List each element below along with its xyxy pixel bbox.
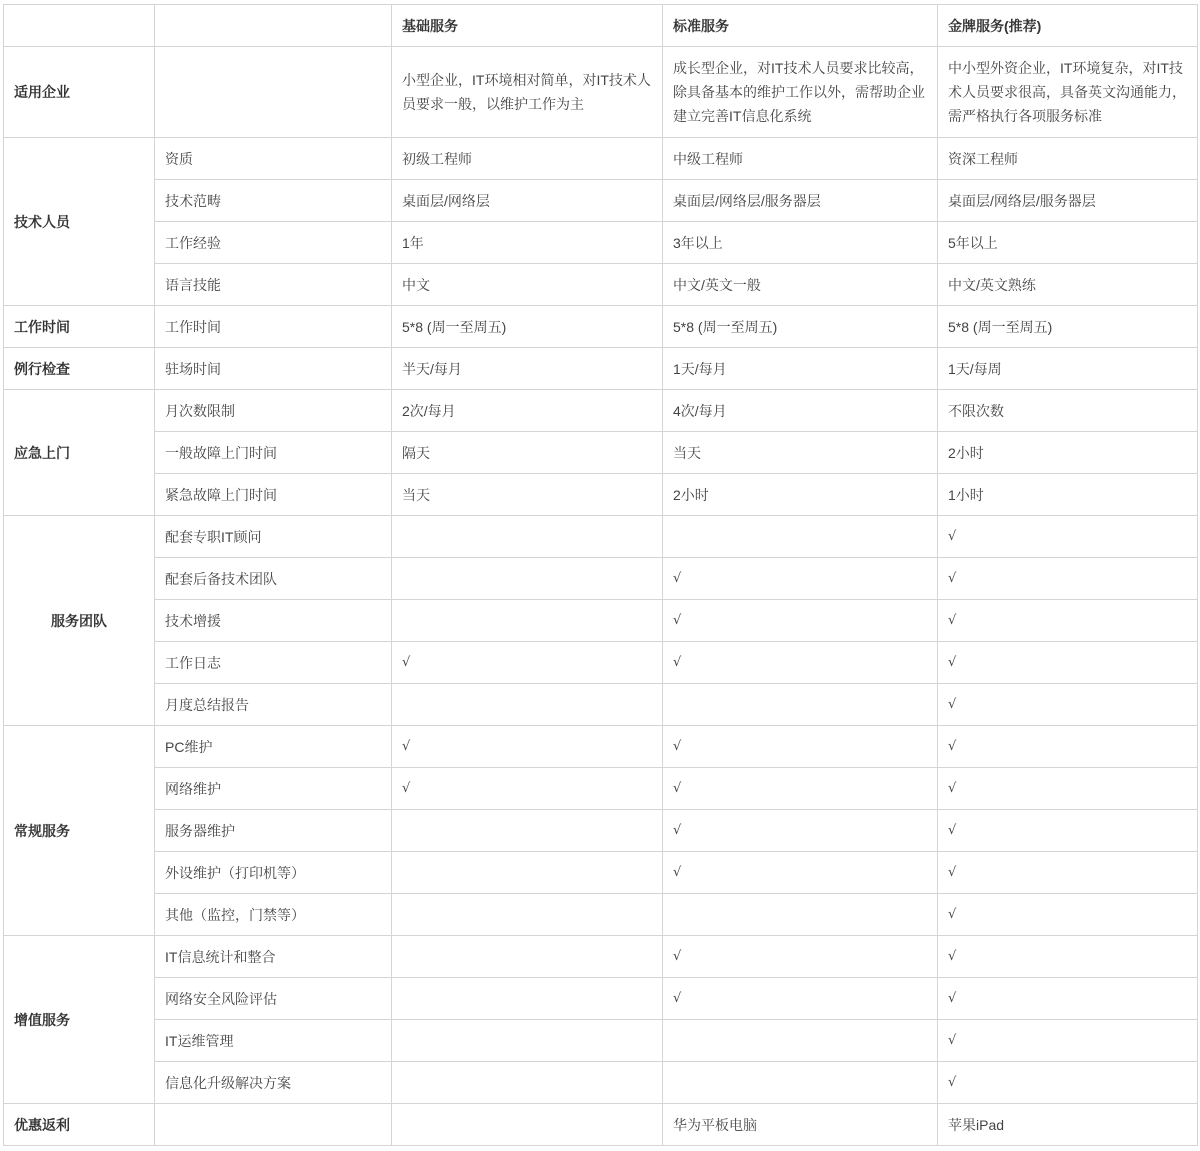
gold-cell: 5年以上 [938, 222, 1198, 264]
item-cell: IT运维管理 [155, 1020, 392, 1062]
standard-cell [663, 684, 938, 726]
item-cell: 工作时间 [155, 306, 392, 348]
item-cell: 月次数限制 [155, 390, 392, 432]
item-cell: 网络安全风险评估 [155, 978, 392, 1020]
standard-cell: 成长型企业，对IT技术人员要求比较高，除具备基本的维护工作以外，需帮助企业建立完善IT信息化系统 [663, 47, 938, 138]
standard-cell: 3年以上 [663, 222, 938, 264]
item-cell: 一般故障上门时间 [155, 432, 392, 474]
item-cell: 月度总结报告 [155, 684, 392, 726]
basic-cell [392, 936, 663, 978]
header-cell-basic: 基础服务 [392, 5, 663, 47]
item-cell: 服务器维护 [155, 810, 392, 852]
gold-cell: √ [938, 936, 1198, 978]
item-cell: 紧急故障上门时间 [155, 474, 392, 516]
item-cell: 网络维护 [155, 768, 392, 810]
standard-cell: √ [663, 978, 938, 1020]
category-cell: 例行检查 [4, 348, 155, 390]
standard-cell: 华为平板电脑 [663, 1104, 938, 1146]
standard-cell: 中文/英文一般 [663, 264, 938, 306]
header-row [4, 5, 1198, 47]
basic-cell: √ [392, 726, 663, 768]
gold-cell: √ [938, 600, 1198, 642]
category-cell: 服务团队 [4, 516, 155, 726]
item-cell: 配套后备技术团队 [155, 558, 392, 600]
standard-cell: 4次/每月 [663, 390, 938, 432]
category-cell: 应急上门 [4, 390, 155, 516]
item-cell: 技术范畴 [155, 180, 392, 222]
gold-cell: √ [938, 978, 1198, 1020]
basic-cell [392, 558, 663, 600]
gold-cell: 1天/每周 [938, 348, 1198, 390]
standard-cell [663, 894, 938, 936]
table-row [4, 936, 1198, 978]
table-row [4, 978, 1198, 1020]
basic-cell [392, 1062, 663, 1104]
category-cell: 工作时间 [4, 306, 155, 348]
gold-cell: √ [938, 1062, 1198, 1104]
table-row [4, 810, 1198, 852]
service-comparison-table [3, 4, 1198, 1146]
header-cell-item [155, 5, 392, 47]
basic-cell: √ [392, 768, 663, 810]
standard-cell: 2小时 [663, 474, 938, 516]
standard-cell: 当天 [663, 432, 938, 474]
gold-cell: 桌面层/网络层/服务器层 [938, 180, 1198, 222]
table-row [4, 474, 1198, 516]
standard-cell: 1天/每月 [663, 348, 938, 390]
item-cell: 工作经验 [155, 222, 392, 264]
gold-cell: 不限次数 [938, 390, 1198, 432]
gold-cell: √ [938, 768, 1198, 810]
gold-cell: 5*8 (周一至周五) [938, 306, 1198, 348]
standard-cell [663, 1020, 938, 1062]
basic-cell: 5*8 (周一至周五) [392, 306, 663, 348]
item-cell: PC维护 [155, 726, 392, 768]
standard-cell: √ [663, 768, 938, 810]
table-row [4, 432, 1198, 474]
gold-cell: √ [938, 684, 1198, 726]
item-cell [155, 47, 392, 138]
basic-cell: √ [392, 642, 663, 684]
standard-cell: √ [663, 810, 938, 852]
item-cell: 语言技能 [155, 264, 392, 306]
table-row [4, 138, 1198, 180]
basic-cell [392, 600, 663, 642]
table-row [4, 1062, 1198, 1104]
gold-cell: 2小时 [938, 432, 1198, 474]
basic-cell: 桌面层/网络层 [392, 180, 663, 222]
standard-cell: √ [663, 600, 938, 642]
item-cell: 配套专职IT顾问 [155, 516, 392, 558]
gold-cell: √ [938, 558, 1198, 600]
item-cell: 外设维护（打印机等） [155, 852, 392, 894]
table-row [4, 1104, 1198, 1146]
basic-cell [392, 852, 663, 894]
basic-cell: 当天 [392, 474, 663, 516]
gold-cell: √ [938, 726, 1198, 768]
basic-cell: 2次/每月 [392, 390, 663, 432]
basic-cell [392, 684, 663, 726]
basic-cell [392, 810, 663, 852]
item-cell: 资质 [155, 138, 392, 180]
gold-cell: 苹果iPad [938, 1104, 1198, 1146]
table-row [4, 348, 1198, 390]
item-cell: 工作日志 [155, 642, 392, 684]
basic-cell [392, 978, 663, 1020]
item-cell [155, 1104, 392, 1146]
table-row [4, 222, 1198, 264]
gold-cell: √ [938, 516, 1198, 558]
item-cell: 驻场时间 [155, 348, 392, 390]
table-row [4, 852, 1198, 894]
header-cell-gold: 金牌服务(推荐) [938, 5, 1198, 47]
item-cell: 其他（监控，门禁等） [155, 894, 392, 936]
table-row [4, 684, 1198, 726]
table-row [4, 516, 1198, 558]
standard-cell: √ [663, 642, 938, 684]
basic-cell: 中文 [392, 264, 663, 306]
gold-cell: √ [938, 894, 1198, 936]
category-cell: 常规服务 [4, 726, 155, 936]
table-row [4, 894, 1198, 936]
gold-cell: 1小时 [938, 474, 1198, 516]
table-row [4, 600, 1198, 642]
basic-cell: 小型企业，IT环境相对简单，对IT技术人员要求一般，以维护工作为主 [392, 47, 663, 138]
basic-cell: 初级工程师 [392, 138, 663, 180]
gold-cell: √ [938, 1020, 1198, 1062]
basic-cell [392, 1020, 663, 1062]
category-cell: 增值服务 [4, 936, 155, 1104]
gold-cell: 中文/英文熟练 [938, 264, 1198, 306]
table-row [4, 47, 1198, 138]
category-cell: 优惠返利 [4, 1104, 155, 1146]
gold-cell: √ [938, 852, 1198, 894]
standard-cell: 桌面层/网络层/服务器层 [663, 180, 938, 222]
standard-cell: √ [663, 852, 938, 894]
basic-cell: 半天/每月 [392, 348, 663, 390]
standard-cell: √ [663, 558, 938, 600]
basic-cell [392, 1104, 663, 1146]
basic-cell [392, 894, 663, 936]
gold-cell: 资深工程师 [938, 138, 1198, 180]
gold-cell: 中小型外资企业，IT环境复杂，对IT技术人员要求很高，具备英文沟通能力，需严格执行各项服务标准 [938, 47, 1198, 138]
category-cell: 适用企业 [4, 47, 155, 138]
basic-cell: 隔天 [392, 432, 663, 474]
standard-cell [663, 516, 938, 558]
category-cell: 技术人员 [4, 138, 155, 306]
header-cell-standard: 标准服务 [663, 5, 938, 47]
table-row [4, 642, 1198, 684]
standard-cell: √ [663, 726, 938, 768]
table-row [4, 180, 1198, 222]
table-row [4, 1020, 1198, 1062]
gold-cell: √ [938, 810, 1198, 852]
table-row [4, 390, 1198, 432]
header-cell-category [4, 5, 155, 47]
table-row [4, 558, 1198, 600]
table-row [4, 768, 1198, 810]
standard-cell: 5*8 (周一至周五) [663, 306, 938, 348]
basic-cell: 1年 [392, 222, 663, 264]
item-cell: 技术增援 [155, 600, 392, 642]
basic-cell [392, 516, 663, 558]
standard-cell: 中级工程师 [663, 138, 938, 180]
gold-cell: √ [938, 642, 1198, 684]
standard-cell [663, 1062, 938, 1104]
item-cell: 信息化升级解决方案 [155, 1062, 392, 1104]
table-row [4, 264, 1198, 306]
table-row [4, 726, 1198, 768]
item-cell: IT信息统计和整合 [155, 936, 392, 978]
standard-cell: √ [663, 936, 938, 978]
table-row [4, 306, 1198, 348]
